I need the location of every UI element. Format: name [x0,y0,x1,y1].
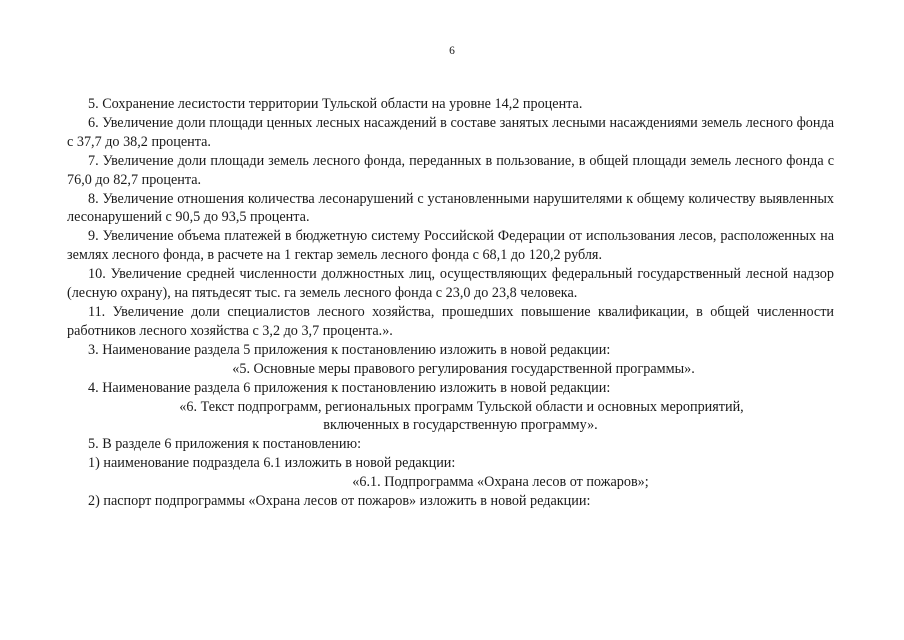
paragraph-item-9: 9. Увеличение объема платежей в бюджетную систему Российской Федерации от использования лесов, расположенных на землях лесного фонда, в расчете на 1 гектар земель лесного фонда с 68,1 до 120,2 рубля. [67,228,834,264]
paragraph-item5-intro: 5. В разделе 6 приложения к постановлению: [88,436,362,453]
paragraph-section5-instruction: 3. Наименование раздела 5 приложения к постановлению изложить в новой редакции: [88,341,611,358]
page-number: 6 [449,45,455,57]
document-body [67,95,834,511]
section5-new-title: «5. Основные меры правового регулирования государственной программы». [232,360,695,377]
section6-new-title-line1: «6. Текст подпрограмм, региональных программ Тульской области и основных мероприятий, [179,398,744,415]
paragraph-item-11: 11. Увеличение доли специалистов лесного хозяйства, прошедших повышение квалификации, в общей численности работников лесного хозяйства с 3,2 до 3,7 процента.». [67,303,834,339]
section6-new-title-line2: включенных в государственную программу». [323,417,598,434]
paragraph-item-7: 7. Увеличение доли площади земель лесного фонда, переданных в пользование, в общей площади земель лесного фонда с 76,0 до 82,7 процента. [67,152,834,188]
paragraph-item-6: 6. Увеличение доли площади ценных лесных насаждений в составе занятых лесными насаждениями земель лесного фонда с 37,7 до 38,2 процента. [67,114,834,150]
paragraph-item-5: 5. Сохранение лесистости территории Тульской области на уровне 14,2 процента. [88,96,583,112]
paragraph-section6-instruction: 4. Наименование раздела 6 приложения к постановлению изложить в новой редакции: [88,379,611,396]
paragraph-item-10: 10. Увеличение средней численности должностных лиц, осуществляющих федеральный государственный лесной надзор (лесную охрану), на пятьдесят тыс. га земель лесного фонда с 23,0 до 23,8 человека. [67,266,834,302]
paragraph-item5-sub2: 2) паспорт подпрограммы «Охрана лесов от пожаров» изложить в новой редакции: [88,493,591,510]
subsection-6-1-title: «6.1. Подпрограмма «Охрана лесов от пожаров»; [352,474,649,491]
paragraph-item-8: 8. Увеличение отношения количества лесонарушений с установленными нарушителями к общему количеству выявленных лесонарушений с 90,5 до 93,5 процента. [67,190,834,226]
paragraph-item5-sub1: 1) наименование подраздела 6.1 изложить в новой редакции: [88,455,456,472]
